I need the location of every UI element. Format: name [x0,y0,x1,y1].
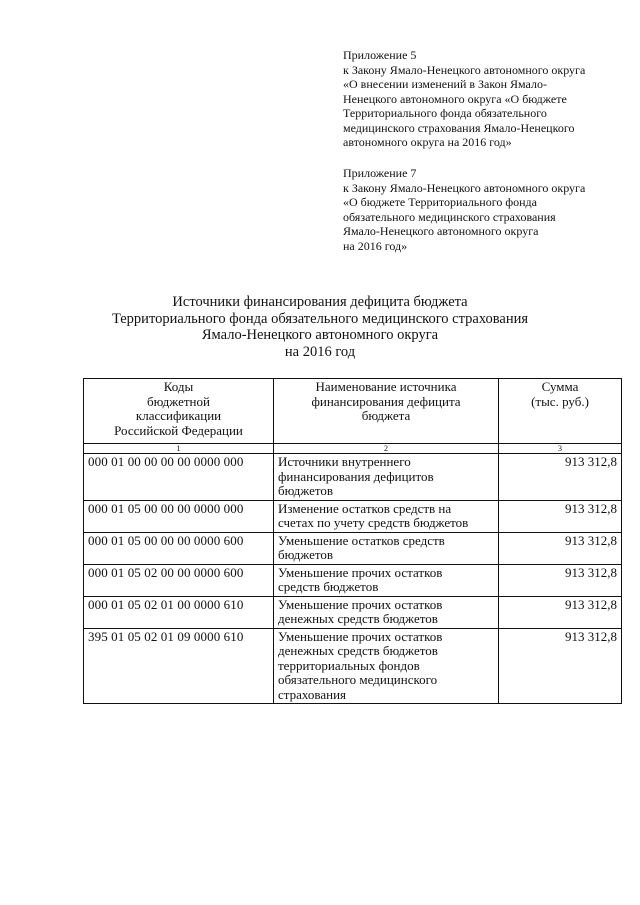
amount-cell: 913 312,8 [499,628,622,704]
budget-code-cell: 000 01 05 00 00 00 0000 600 [84,532,274,564]
source-name-cell [274,500,499,532]
source-name-line: финансирования дефицитов [278,468,434,484]
source-name-line: Уменьшение остатков средств [278,532,445,548]
header-sum-line: Сумма [541,379,579,394]
appendix-5-line: Территориального фонда обязательного [343,106,547,120]
appendix-5-line: к Закону Ямало-Ненецкого автономного округа [343,62,586,77]
source-name-cell [274,454,499,501]
source-name-line: бюджетов [278,547,334,562]
title-line: Ямало-Ненецкого автономного округа [201,327,439,343]
header-code-line: классификации [135,408,222,423]
amount-cell: 913 312,8 [499,532,622,564]
source-name-cell [274,596,499,628]
appendix-5-note [343,48,628,150]
source-name-cell [274,564,499,596]
amount-cell: 913 312,8 [499,454,622,501]
table-row [84,532,622,564]
table-row [84,454,622,501]
header-code-line: бюджетной [147,393,210,409]
appendix-5-line: Приложение 5 [343,48,417,62]
title-line: Источники финансирования дефицита бюджета [172,294,468,310]
budget-code-cell: 000 01 05 02 00 00 0000 600 [84,564,274,596]
appendix-7-line: обязательного медицинского страхования [343,209,556,224]
source-name-line: Уменьшение прочих остатков [278,596,443,612]
amount-cell: 913 312,8 [499,564,622,596]
budget-code-cell: 000 01 00 00 00 00 0000 000 [84,454,274,501]
source-name-line: средств бюджетов [278,579,379,594]
deficit-financing-table [83,378,622,704]
column-number-row [84,444,622,454]
source-name-line: денежных средств бюджетов [278,643,438,658]
header-name-line: Наименование источника [315,379,457,394]
appendix-7-line: к Закону Ямало-Ненецкого автономного округа [343,180,586,195]
source-name-line: Изменение остатков средств на [278,500,452,516]
appendix-7-line: на 2016 год» [343,238,408,253]
amount-cell: 913 312,8 [499,596,622,628]
table-header-row [84,379,622,444]
source-name-line: счетах по учету средств бюджетов [278,515,469,530]
table-row [84,628,622,704]
source-name-cell [274,628,499,704]
appendix-5-line: автономного округа на 2016 год» [343,135,512,149]
source-name-line: территориальных фондов [278,657,420,673]
amount-cell: 913 312,8 [499,500,622,532]
table-row [84,500,622,532]
header-name-line: бюджета [361,408,411,423]
title-line: на 2016 год [284,343,356,360]
column-number: 1 [84,444,274,454]
table-body [84,454,622,704]
header-name-line: финансирования дефицита [311,393,461,409]
budget-code-cell: 395 01 05 02 01 09 0000 610 [84,628,274,704]
budget-code-cell: 000 01 05 00 00 00 0000 000 [84,500,274,532]
column-number: 3 [499,444,622,454]
header-code [84,379,274,444]
source-name-cell [274,532,499,564]
table-row [84,564,622,596]
source-name-line: бюджетов [278,483,334,498]
source-name-line: страхования [278,686,347,702]
source-name-line: денежных средств бюджетов [278,611,438,626]
header-sum [499,379,622,444]
budget-code-cell: 000 01 05 02 01 00 0000 610 [84,596,274,628]
column-number: 2 [274,444,499,454]
appendix-7-line: «О бюджете Территориального фонда [343,195,537,209]
document-title [60,294,580,360]
source-name-line: Уменьшение прочих остатков [278,564,443,580]
source-name-line: обязательного медицинского [278,672,438,687]
header-name [274,379,499,444]
appendix-5-line: «О внесении изменений в Закон Ямало- [343,77,547,91]
appendix-5-line: Ненецкого автономного округа «О бюджете [343,91,567,106]
table-row [84,596,622,628]
header-code-line: Коды [163,379,194,394]
title-line: Территориального фонда обязательного медицинского страхования [111,310,529,327]
header-sum-line: (тыс. руб.) [531,393,589,409]
appendix-7-note [343,166,628,253]
appendix-5-line: медицинского страхования Ямало-Ненецкого [343,120,575,135]
header-code-line: Российской Федерации [114,422,243,438]
source-name-line: Источники внутреннего [278,454,411,469]
source-name-line: Уменьшение прочих остатков [278,628,443,644]
appendix-7-line: Приложение 7 [343,166,417,180]
appendix-7-line: Ямало-Ненецкого автономного округа [343,224,539,238]
